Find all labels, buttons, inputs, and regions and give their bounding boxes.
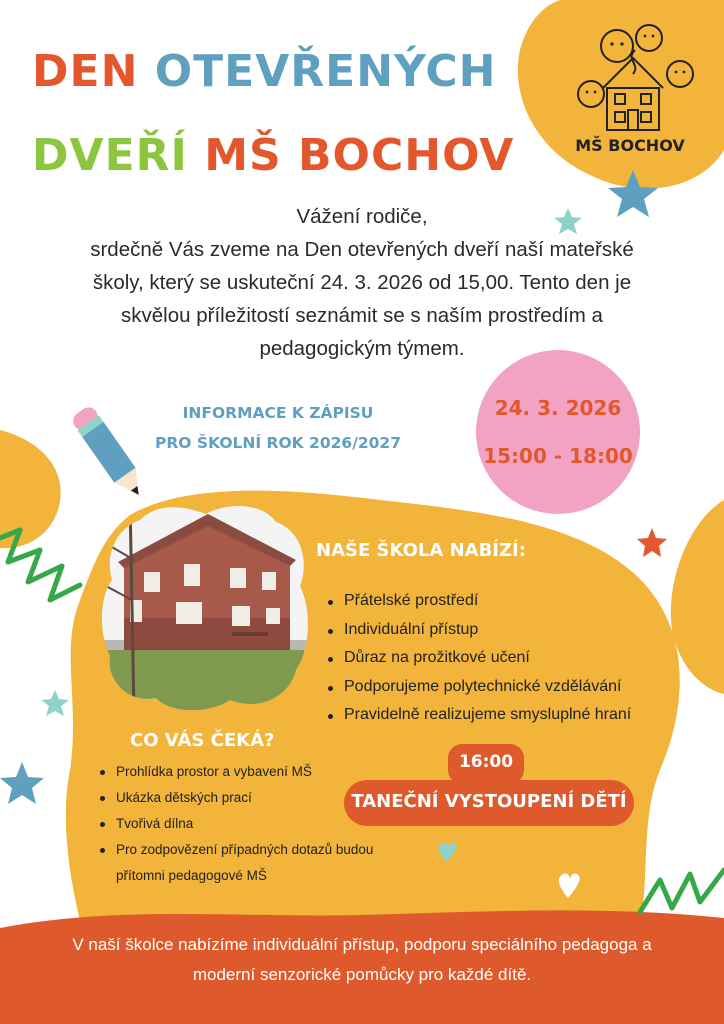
enrolment-info-line: PRO ŠKOLNÍ ROK 2026/2027 [155, 434, 401, 452]
offer-item: Podporujeme polytechnické vzdělávání [326, 673, 631, 702]
logo-text: MŠ BOCHOV [575, 136, 685, 155]
intro-paragraph [20, 200, 704, 365]
offer-item: Pravidelně realizujeme smysluplné hraní [326, 701, 631, 730]
date-circle [476, 350, 640, 514]
event-time: 15:00 - 18:00 [483, 444, 633, 468]
offer-item: Individuální přístup [326, 616, 631, 645]
offer-heading: NAŠE ŠKOLA NABÍZÍ: [316, 540, 526, 561]
star-orange [637, 528, 667, 557]
await-item: Pro zodpovězení případných dotazů budou [98, 837, 373, 863]
enrolment-info-line: INFORMACE K ZÁPISU [182, 404, 374, 422]
zigzag-right [640, 870, 724, 912]
title-line-2 [32, 128, 514, 184]
await-heading: CO VÁS ČEKÁ? [130, 730, 275, 751]
await-item: Tvořivá dílna [98, 811, 373, 837]
await-item-continuation: přítomni pedagogové MŠ [116, 868, 267, 883]
intro-line: školy, který se uskuteční 24. 3. 2026 od 15,00. Tento den je [92, 271, 632, 294]
footer-text [16, 930, 708, 990]
footer-line: V naší školce nabízíme individuální přístup, podporu speciálního pedagoga a [72, 935, 652, 954]
title-word-dveri: DVEŘÍ [32, 130, 188, 181]
dance-time: 16:00 [458, 752, 514, 772]
await-item: Prohlídka prostor a vybavení MŠ [98, 759, 373, 785]
left-blob [0, 430, 61, 548]
intro-line: srdečně Vás zveme na Den otevřených dveří naší mateřské [90, 238, 634, 261]
offer-item: Důraz na prožitkové učení [326, 644, 631, 673]
title-line-1 [32, 44, 496, 100]
offer-item: Přátelské prostředí [326, 587, 631, 616]
await-item: Ukázka dětských prací [98, 785, 373, 811]
intro-line: Vážení rodiče, [296, 205, 428, 228]
intro-line: pedagogickým týmem. [259, 337, 465, 360]
event-date: 24. 3. 2026 [494, 396, 622, 420]
enrolment-info [130, 398, 426, 458]
school-photo [100, 500, 312, 714]
intro-line: skvělou příležitostí seznámit se s naším prostředím a [121, 304, 603, 327]
school-logo [555, 18, 705, 168]
title-word-den: DEN [32, 46, 139, 97]
title-word-otevrenych: OTEVŘENÝCH [154, 46, 497, 97]
title-word-ms-bochov: MŠ BOCHOV [204, 130, 515, 181]
dance-label: TANEČNÍ VYSTOUPENÍ DĚTÍ [351, 791, 627, 812]
footer-line: moderní senzorické pomůcky pro každé dítě. [192, 965, 532, 984]
offer-list [326, 587, 631, 730]
await-list [98, 759, 373, 889]
star-blue-left [0, 762, 44, 804]
children-house-icon [555, 18, 705, 136]
star-teal-left [41, 690, 69, 716]
